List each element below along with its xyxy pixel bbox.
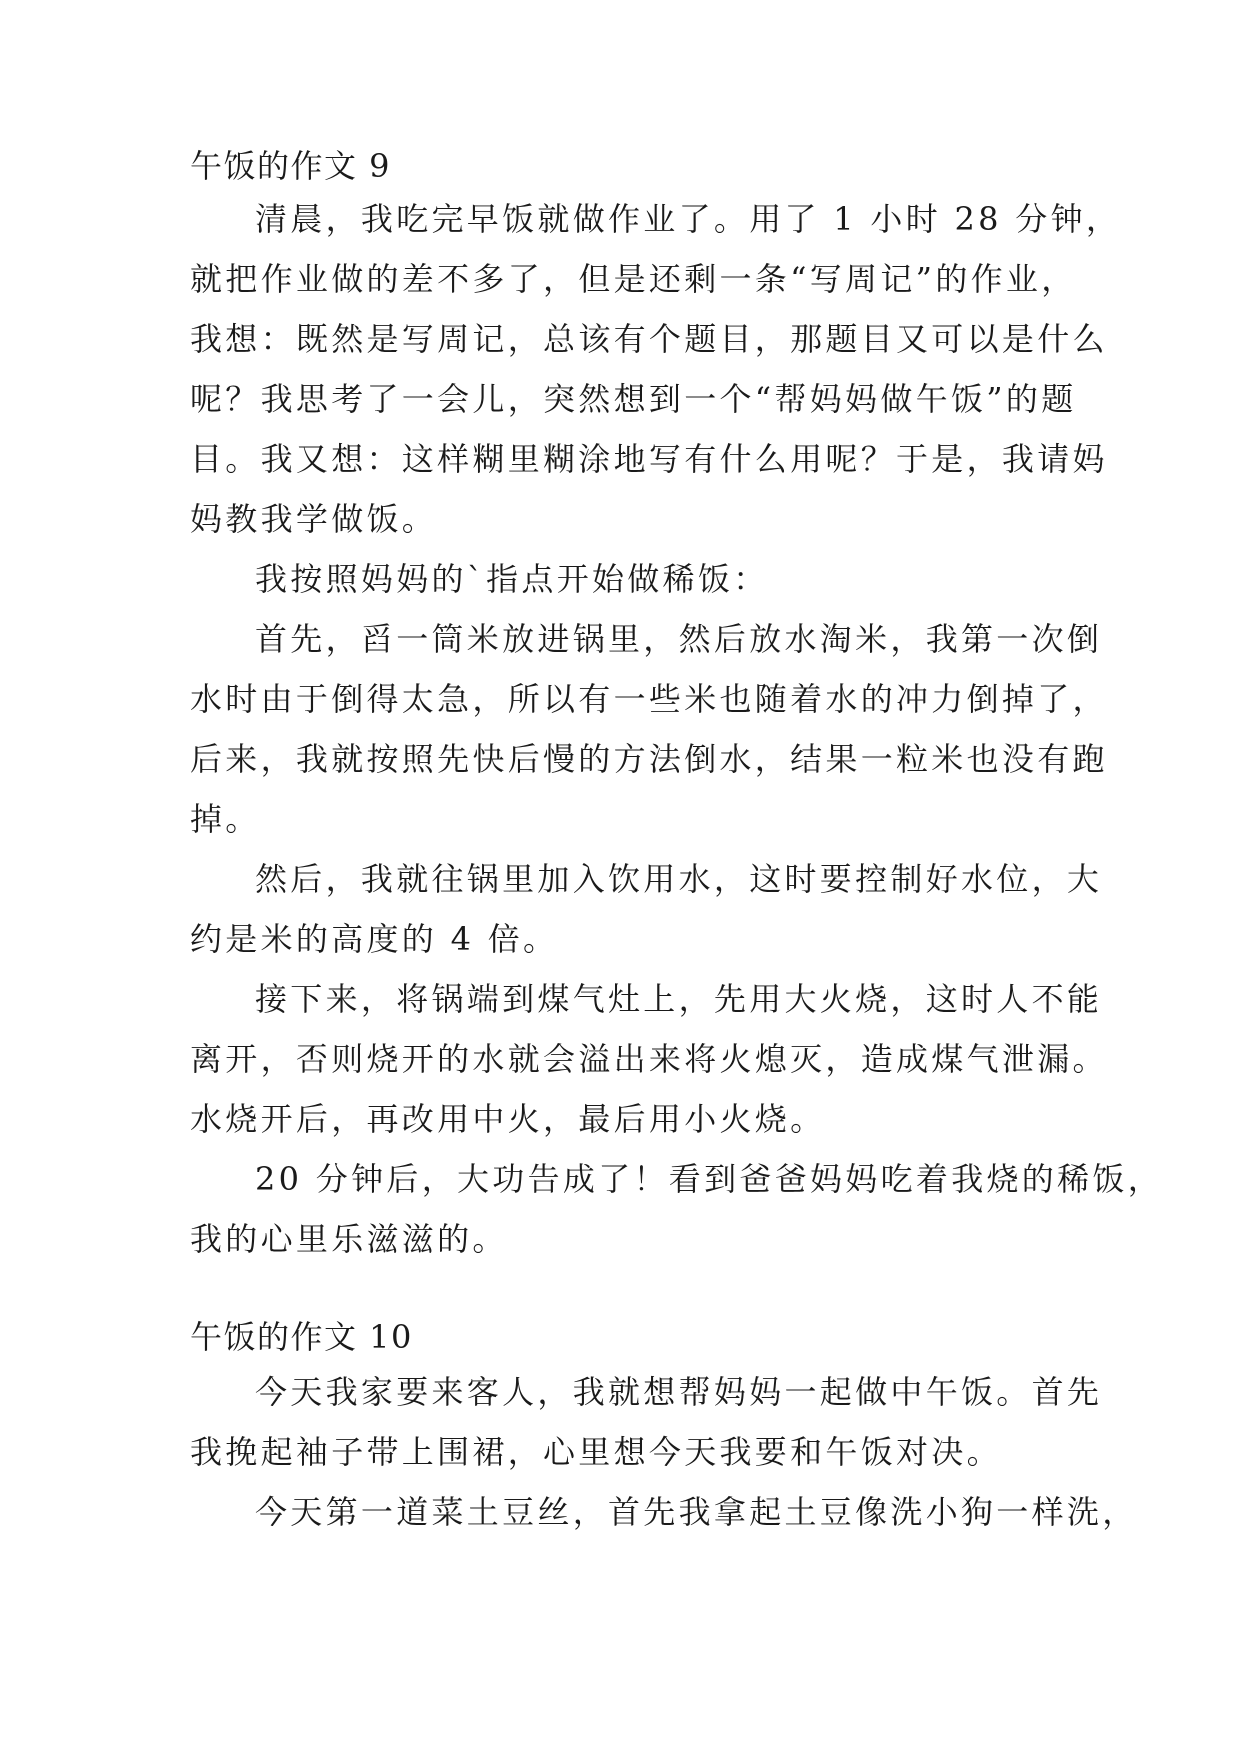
essay-9-line: 呢？我思考了一会儿，突然想到一个“帮妈妈做午饭”的题 bbox=[190, 380, 1077, 418]
essay-9-line: 然后，我就往锅里加入饮用水，这时要控制好水位，大 bbox=[255, 860, 1103, 898]
essay-9-line: 清晨，我吃完早饭就做作业了。用了 1 小时 28 分钟， bbox=[255, 200, 1122, 238]
essay-10-title: 午饭的作文 10 bbox=[190, 1318, 413, 1356]
essay-9-line: 我的心里乐滋滋的。 bbox=[190, 1220, 508, 1258]
essay-9-line: 我想：既然是写周记，总该有个题目，那题目又可以是什么 bbox=[190, 320, 1108, 358]
essay-9-line: 目。我又想：这样糊里糊涂地写有什么用呢？于是，我请妈 bbox=[190, 440, 1108, 478]
essay-9-line: 约是米的高度的 4 倍。 bbox=[190, 920, 559, 958]
essay-9-line: 水时由于倒得太急，所以有一些米也随着水的冲力倒掉了， bbox=[190, 680, 1108, 718]
essay-10-line: 我挽起袖子带上围裙，心里想今天我要和午饭对决。 bbox=[190, 1433, 1002, 1471]
essay-9-line: 离开，否则烧开的水就会溢出来将火熄灭，造成煤气泄漏。 bbox=[190, 1040, 1108, 1078]
essay-9-line: 妈教我学做饭。 bbox=[190, 500, 438, 538]
essay-9-line: 接下来，将锅端到煤气灶上，先用大火烧，这时人不能 bbox=[255, 980, 1103, 1018]
essay-9-line: 水烧开后，再改用中火，最后用小火烧。 bbox=[190, 1100, 826, 1138]
essay-9-line: 20 分钟后，大功告成了！看到爸爸妈妈吃着我烧的稀饭， bbox=[255, 1160, 1163, 1198]
essay-9-line: 掉。 bbox=[190, 800, 261, 838]
essay-9-line: 首先，舀一筒米放进锅里，然后放水淘米，我第一次倒 bbox=[255, 620, 1103, 658]
essay-9-line: 后来，我就按照先快后慢的方法倒水，结果一粒米也没有跑 bbox=[190, 740, 1108, 778]
essay-9-line: 就把作业做的差不多了，但是还剩一条“写周记”的作业， bbox=[190, 260, 1077, 298]
essay-10-line: 今天我家要来客人，我就想帮妈妈一起做中午饭。首先 bbox=[255, 1373, 1103, 1411]
essay-10-line: 今天第一道菜土豆丝，首先我拿起土豆像洗小狗一样洗， bbox=[255, 1493, 1138, 1531]
essay-9-line: 我按照妈妈的`指点开始做稀饭： bbox=[255, 560, 769, 598]
essay-9-title: 午饭的作文 9 bbox=[190, 147, 392, 185]
